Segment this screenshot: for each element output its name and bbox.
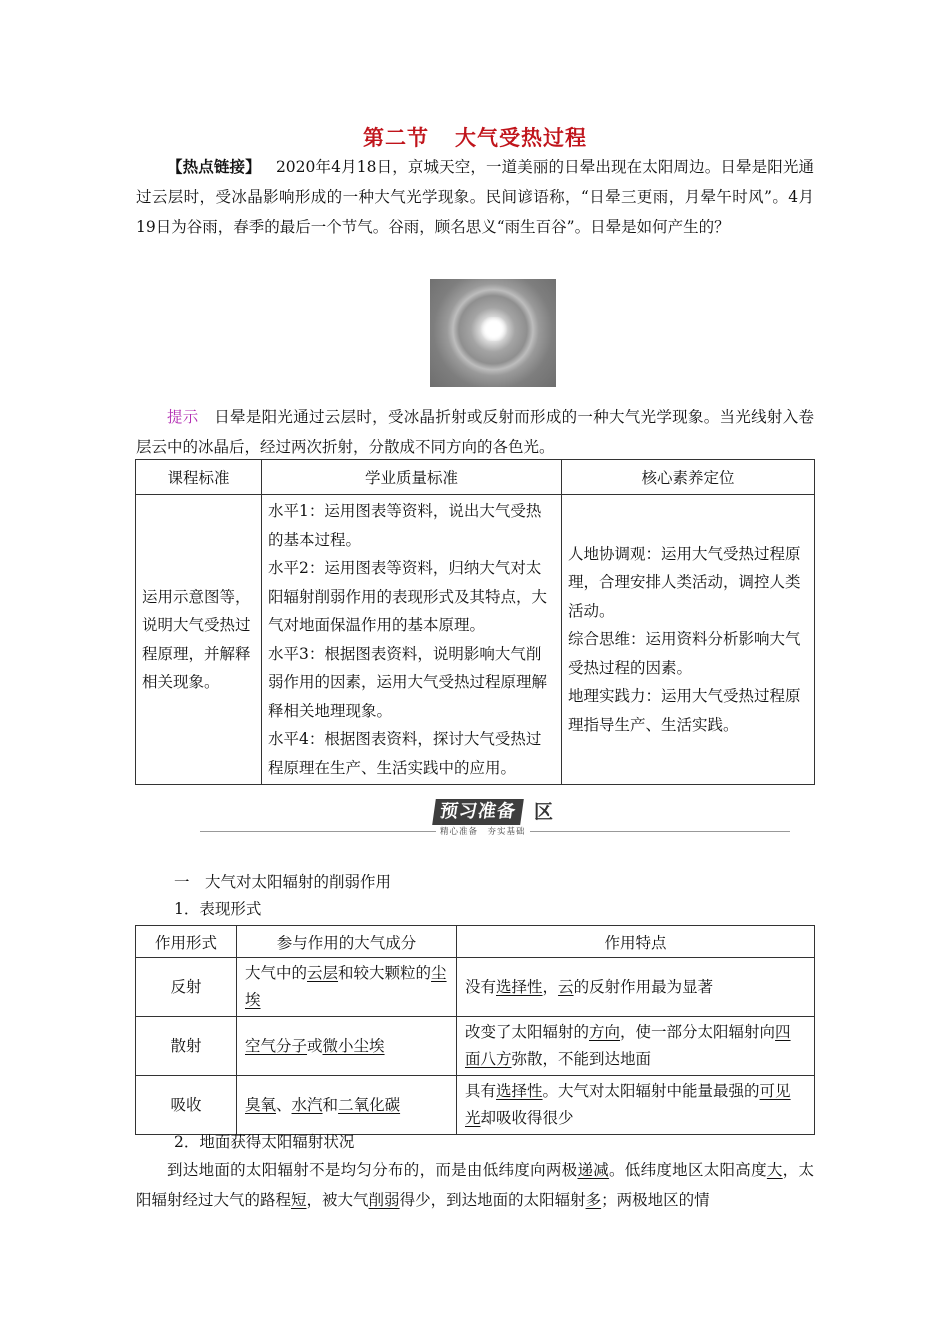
section2-paragraph: 到达地面的太阳辐射不是均匀分布的，而是由低纬度向两极递减。低纬度地区太阳高度大，太阳辐射经过大气的路程短，被大气削弱得少，到达地面的太阳辐射多；两极地区的情 xyxy=(136,1161,814,1209)
effect-form-cell: 散射 xyxy=(136,1017,237,1076)
answer-blank: 短 xyxy=(291,1191,307,1209)
hotlink-label: 【热点链接】 xyxy=(167,157,261,176)
core-literacy-cell xyxy=(562,495,815,785)
hint-label: 提示 xyxy=(167,408,199,426)
answer-blank: 四面八方 xyxy=(465,1023,791,1068)
effects-header-row xyxy=(136,926,815,958)
answer-blank: 云 xyxy=(558,977,574,996)
preview-banner xyxy=(200,797,790,843)
components-cell: 臭氧、水汽和二氧化碳 xyxy=(237,1076,457,1135)
table-row xyxy=(136,958,815,1017)
answer-blank: 尘埃 xyxy=(245,964,447,1009)
answer-blank: 选择性 xyxy=(496,1082,543,1100)
answer-blank: 多 xyxy=(585,1191,602,1209)
banner-suffix: 区 xyxy=(534,801,554,823)
answer-blank: 削弱 xyxy=(368,1191,400,1209)
components-cell: 大气中的云层和较大颗粒的尘埃 xyxy=(237,958,457,1017)
header-components: 参与作用的大气成分 xyxy=(237,926,457,958)
answer-blank: 云层 xyxy=(307,964,339,982)
header-effect-form: 作用形式 xyxy=(136,926,237,958)
header-features: 作用特点 xyxy=(457,926,815,958)
effects-table xyxy=(135,925,815,1135)
answer-blank: 选择性 xyxy=(496,977,543,996)
features-cell: 具有选择性。大气对太阳辐射中能量最强的可见光却吸收得很少 xyxy=(457,1076,815,1135)
answer-blank: 方向 xyxy=(589,1023,621,1041)
standards-header-row xyxy=(136,460,815,495)
section1-heading: 一 大气对太阳辐射的削弱作用 xyxy=(174,873,392,891)
hint-text: 日晕是阳光通过云层时，受冰晶折射或反射而形成的一种大气光学现象。当光线射入卷层云中的冰晶后，经过两次折射，分散成不同方向的各色光。 xyxy=(136,408,814,456)
effect-form-cell: 反射 xyxy=(136,958,237,1017)
quality-level-3: 水平3：根据图表资料，说明影响大气削弱作用的因素，运用大气受热过程原理解释相关地理现象。 xyxy=(268,644,548,720)
title-section-number: 第二节 xyxy=(363,125,429,150)
standards-table xyxy=(135,459,815,785)
header-quality-standard: 学业质量标准 xyxy=(262,460,562,495)
answer-blank: 臭氧 xyxy=(245,1095,277,1114)
page-title xyxy=(0,122,950,152)
features-cell: 没有选择性，云的反射作用最为显著 xyxy=(457,958,815,1017)
literacy-item-2: 综合思维：运用资料分析影响大气受热过程的因素。 xyxy=(568,630,801,677)
header-core-literacy: 核心素养定位 xyxy=(562,460,815,495)
literacy-item-1: 人地协调观：运用大气受热过程原理，合理安排人类活动，调控人类活动。 xyxy=(568,544,801,620)
section1-subheading: 1．表现形式 xyxy=(174,900,262,918)
standards-content-row xyxy=(136,495,815,785)
title-section-name: 大气受热过程 xyxy=(455,125,587,150)
quality-level-2: 水平2：运用图表等资料，归纳大气对太阳辐射削弱作用的表现形式及其特点，大气对地面保温作用的基本原理。 xyxy=(268,559,548,634)
quality-standard-cell xyxy=(262,495,562,785)
answer-blank: 微小尘埃 xyxy=(322,1036,385,1055)
course-standard-cell: 运用示意图等，说明大气受热过程原理，并解释相关现象。 xyxy=(136,495,262,785)
hotlink-paragraph xyxy=(136,152,814,242)
components-cell: 空气分子或微小尘埃 xyxy=(237,1017,457,1076)
section2-heading: 2．地面获得太阳辐射状况 xyxy=(174,1133,355,1151)
answer-blank: 空气分子 xyxy=(245,1036,308,1055)
answer-blank: 可见光 xyxy=(465,1082,791,1127)
quality-level-4: 水平4：根据图表资料，探讨大气受热过程原理在生产、生活实践中的应用。 xyxy=(268,730,542,777)
answer-blank: 水汽 xyxy=(291,1095,323,1114)
hotlink-text: 2020年4月18日，京城天空，一道美丽的日晕出现在太阳周边。日晕是阳光通过云层时，受冰晶影响形成的一种大气光学现象。民间谚语称，“日晕三更雨，月晕午时风”。4月19日为谷雨，春季的最后一个节气。谷雨，顾名思义“雨生百谷”。日晕是如何产生的？ xyxy=(136,158,814,236)
hint-paragraph xyxy=(136,402,814,462)
answer-blank: 二氧化碳 xyxy=(338,1095,401,1114)
effect-form-cell: 吸收 xyxy=(136,1076,237,1135)
answer-blank: 大 xyxy=(766,1161,783,1179)
table-row xyxy=(136,1017,815,1076)
answer-blank: 递减 xyxy=(577,1161,610,1179)
quality-level-1: 水平1：运用图表等资料，说出大气受热的基本过程。 xyxy=(268,502,542,549)
banner-subtitle: 精心准备 夯实基础 xyxy=(436,827,530,837)
table-row xyxy=(136,1076,815,1135)
features-cell: 改变了太阳辐射的方向，使一部分太阳辐射向四面八方弥散，不能到达地面 xyxy=(457,1017,815,1076)
banner-main-label: 预习准备 xyxy=(432,799,524,825)
sun-halo-photo xyxy=(430,279,556,387)
header-course-standard: 课程标准 xyxy=(136,460,262,495)
literacy-item-3: 地理实践力：运用大气受热过程原理指导生产、生活实践。 xyxy=(568,687,801,734)
